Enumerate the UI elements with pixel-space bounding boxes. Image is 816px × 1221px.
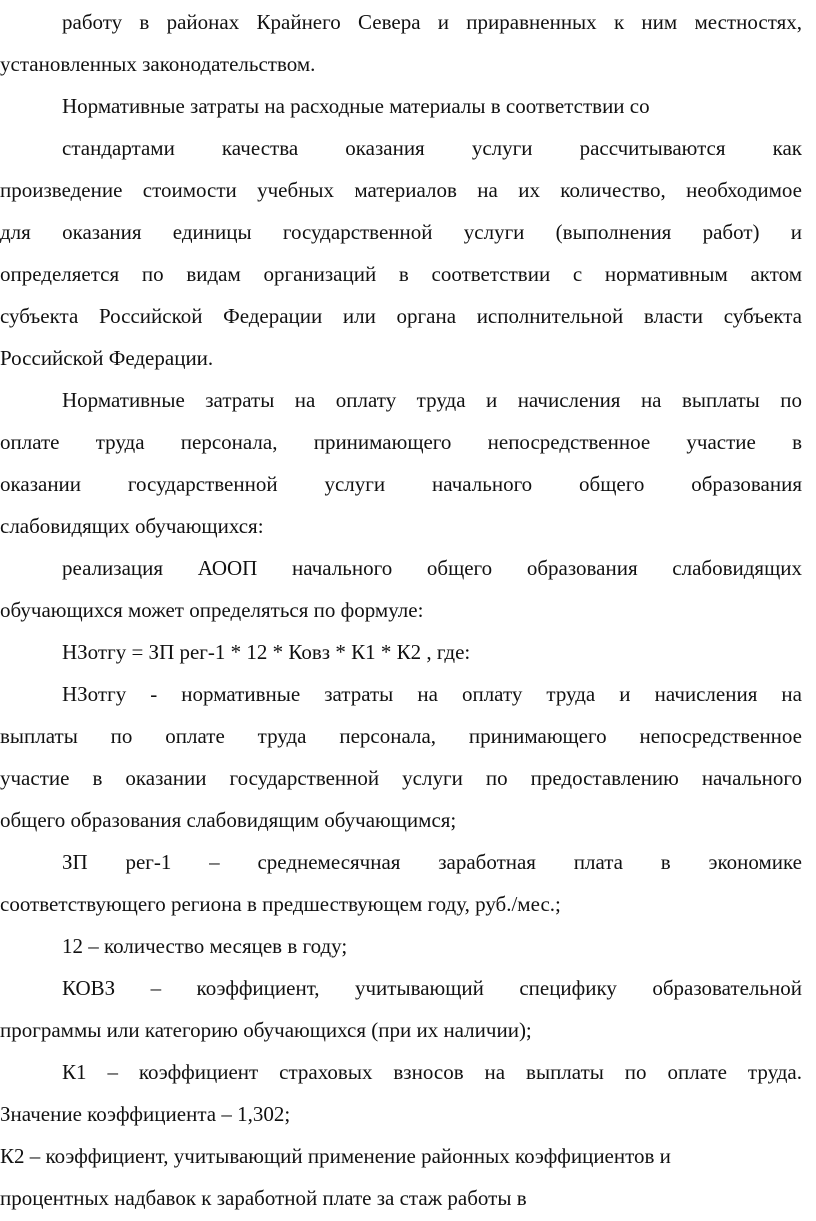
text-line: обучающихся может определяться по формуле: xyxy=(0,598,424,622)
text-line: НЗотгу - нормативные затраты на оплату труда и начисления на xyxy=(62,682,802,706)
text-line: произведение стоимости учебных материалов на их количество, необходимое xyxy=(0,178,802,202)
text-line: программы или категорию обучающихся (при их наличии); xyxy=(0,1018,532,1042)
text-line: установленных законодательством. xyxy=(0,52,316,76)
text-line: К1 – коэффициент страховых взносов на выплаты по оплате труда. xyxy=(62,1060,802,1084)
text-line: для оказания единицы государственной услуги (выполнения работ) и xyxy=(0,220,802,244)
text-line: КОВЗ – коэффициент, учитывающий специфику образовательной xyxy=(62,976,802,1000)
text-line: Значение коэффициента – 1,302; xyxy=(0,1102,291,1126)
text-line: работу в районах Крайнего Севера и приравненных к ним местностях, xyxy=(62,10,802,34)
text-line: слабовидящих обучающихся: xyxy=(0,514,264,538)
text-line: реализация АООП начального общего образования слабовидящих xyxy=(62,556,802,580)
text-line: стандартами качества оказания услуги рассчитываются как xyxy=(62,136,802,160)
text-line: Российской Федерации. xyxy=(0,346,214,370)
text-line: Нормативные затраты на расходные материалы в соответствии со xyxy=(62,94,650,118)
text-line: 12 – количество месяцев в году; xyxy=(62,934,348,958)
formula-line: НЗотгу = ЗП рег-1 * 12 * Ковз * К1 * К2 , где: xyxy=(62,640,471,664)
text-line: Нормативные затраты на оплату труда и начисления на выплаты по xyxy=(62,388,802,412)
text-line: оказании государственной услуги начального общего образования xyxy=(0,472,802,496)
text-line: определяется по видам организаций в соответствии с нормативным актом xyxy=(0,262,802,286)
text-line: субъекта Российской Федерации или органа исполнительной власти субъекта xyxy=(0,304,802,328)
text-line: оплате труда персонала, принимающего непосредственное участие в xyxy=(0,430,802,454)
text-line: ЗП рег-1 – среднемесячная заработная плата в экономике xyxy=(62,850,802,874)
text-line: общего образования слабовидящим обучающимся; xyxy=(0,808,457,832)
text-line: выплаты по оплате труда персонала, принимающего непосредственное xyxy=(0,724,802,748)
text-line: соответствующего региона в предшествующем году, руб./мес.; xyxy=(0,892,561,916)
text-line: участие в оказании государственной услуги по предоставлению начального xyxy=(0,766,802,790)
text-line: процентных надбавок к заработной плате за стаж работы в xyxy=(0,1186,527,1210)
text-line: К2 – коэффициент, учитывающий применение районных коэффициентов и xyxy=(0,1144,671,1168)
